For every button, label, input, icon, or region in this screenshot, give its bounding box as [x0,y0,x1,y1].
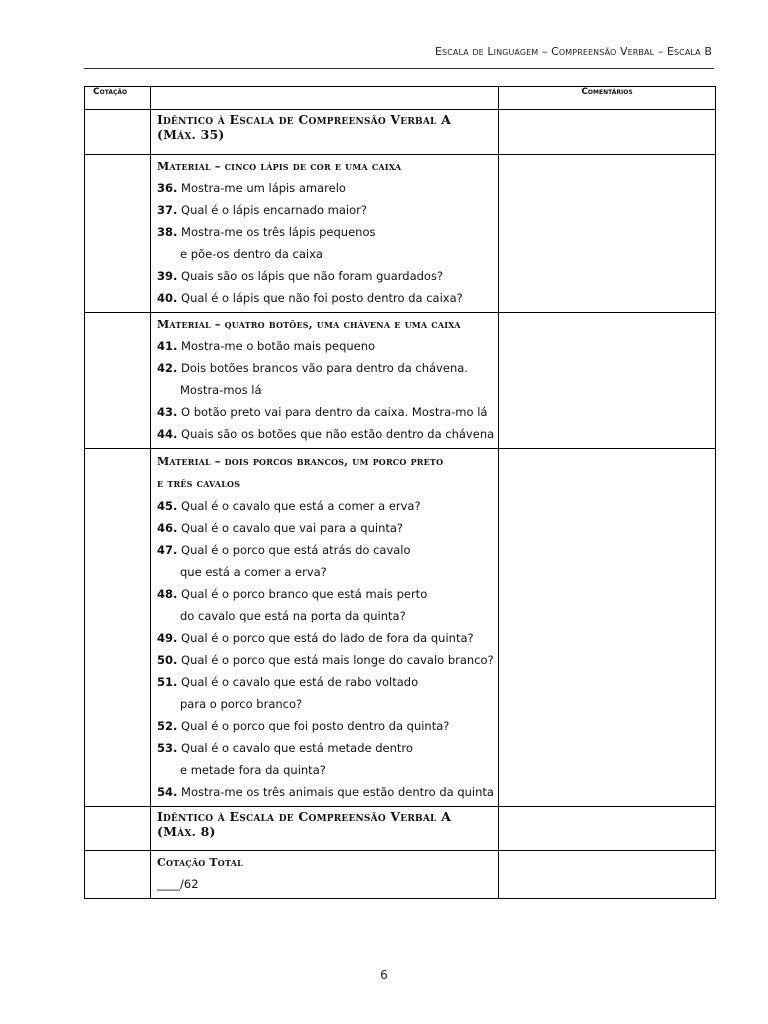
score-cell [85,449,151,807]
table-row [85,155,716,313]
col-header-comentarios: Comentários [499,87,716,110]
question-item: 37. Qual é o lápis encarnado maior? [157,203,367,217]
question-item: 50. Qual é o porco que está mais longe do cavalo branco? [157,653,494,667]
question-item: 43. O botão preto vai para dentro da caixa. Mostra-mo lá [157,405,488,419]
table-row [85,807,716,851]
comment-cell [499,110,716,155]
col-header-empty [151,87,499,110]
score-cell [85,807,151,851]
material-heading: Material – quatro botões, uma chávena e uma caixa [157,318,461,331]
score-cell [85,155,151,313]
running-header: Escala de Linguagem – Compreensão Verbal – Escala B [434,45,712,58]
question-cell [151,155,499,313]
question-cell [151,851,499,899]
col-header-cotacao: Cotação [85,87,151,110]
question-continuation: e põe-os dentro da caixa [180,247,323,261]
assessment-table [84,86,716,899]
question-continuation: Mostra-mos lá [180,383,262,397]
question-item: 44. Quais são os botões que não estão dentro da chávena [157,427,495,441]
question-item: 54. Mostra-me os três animais que estão dentro da quinta [157,785,494,799]
question-item: 46. Qual é o cavalo que vai para a quinta? [157,521,404,535]
table-header-row [85,87,716,110]
identical-scale-title: Idêntico à Escala de Compreensão Verbal A (Máx. 8) [157,809,452,839]
material-heading: Material – dois porcos brancos, um porco preto [157,455,444,468]
question-item: 45. Qual é o cavalo que está a comer a erva? [157,499,421,513]
comment-cell [499,313,716,449]
question-cell [151,449,499,807]
score-cell [85,851,151,899]
material-heading-continuation: e três cavalos [157,477,241,490]
score-cell [85,313,151,449]
question-item: 48. Qual é o porco branco que está mais perto [157,587,428,601]
page-number: 6 [380,968,388,982]
header-rule [84,68,714,69]
comment-cell [499,155,716,313]
question-item: 39. Quais são os lápis que não foram guardados? [157,269,444,283]
question-item: 42. Dois botões brancos vão para dentro da chávena. [157,361,468,375]
table-row [85,449,716,807]
material-heading: Material – cinco lápis de cor e uma caixa [157,160,402,173]
question-item: 51. Qual é o cavalo que está de rabo voltado [157,675,419,689]
table-row [85,110,716,155]
question-cell [151,807,499,851]
question-item: 38. Mostra-me os três lápis pequenos [157,225,376,239]
question-continuation: do cavalo que está na porta da quinta? [180,609,406,623]
question-continuation: para o porco branco? [180,697,303,711]
comment-cell [499,851,716,899]
question-item: 41. Mostra-me o botão mais pequeno [157,339,376,353]
table-row [85,313,716,449]
question-cell [151,313,499,449]
total-label: Cotação Total [157,856,243,869]
question-continuation: e metade fora da quinta? [180,763,326,777]
comment-cell [499,807,716,851]
question-item: 52. Qual é o porco que foi posto dentro da quinta? [157,719,450,733]
identical-scale-title: Idêntico à Escala de Compreensão Verbal A (Máx. 35) [157,112,452,142]
score-cell [85,110,151,155]
question-continuation: que está a comer a erva? [180,565,327,579]
question-item: 40. Qual é o lápis que não foi posto dentro da caixa? [157,291,463,305]
comment-cell [499,449,716,807]
total-score: ____/62 [157,877,199,891]
question-item: 36. Mostra-me um lápis amarelo [157,181,346,195]
total-row [85,851,716,899]
question-item: 53. Qual é o cavalo que está metade dentro [157,741,413,755]
question-cell [151,110,499,155]
question-item: 47. Qual é o porco que está atrás do cavalo [157,543,411,557]
question-item: 49. Qual é o porco que está do lado de fora da quinta? [157,631,474,645]
